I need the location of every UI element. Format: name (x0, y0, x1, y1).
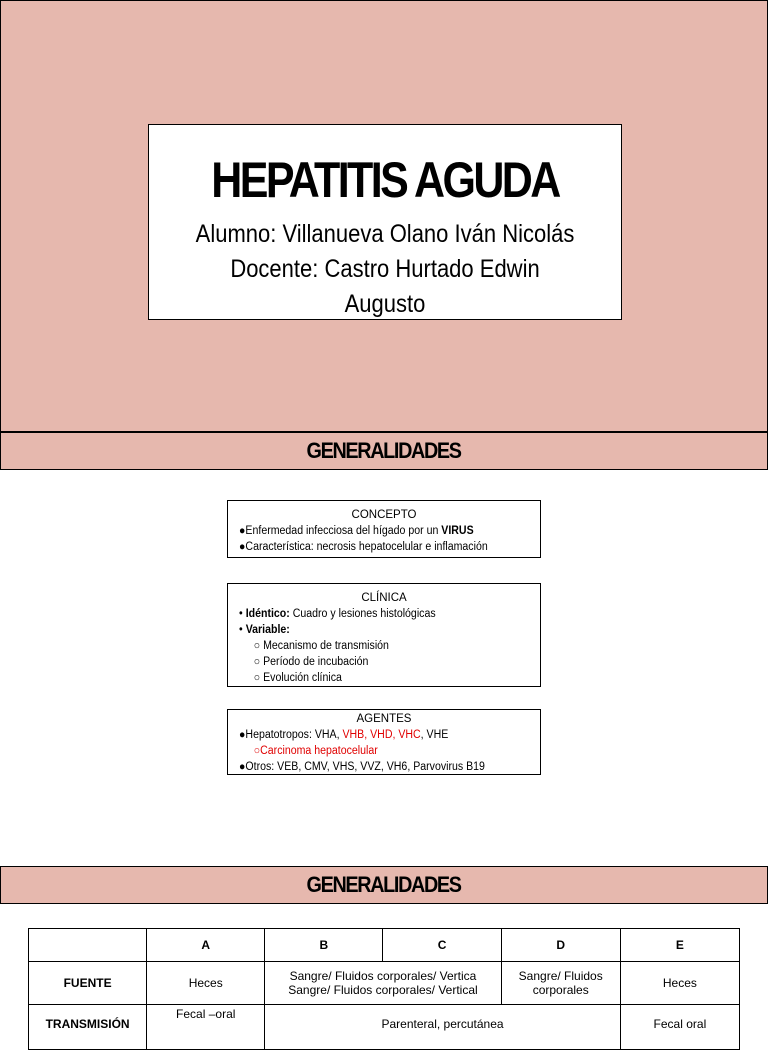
header-cell-d: D (501, 929, 620, 962)
table-row-transmision (29, 1005, 740, 1050)
title-box (148, 124, 622, 320)
clinica-sub-3: ○ Evolución clínica (253, 672, 342, 684)
clinica-heading: CLÍNICA (361, 592, 407, 604)
header-cell-e: E (620, 929, 739, 962)
header-cell-b: B (265, 929, 383, 962)
fuente-bc: Sangre/ Fluidos corporales/ Vertica Sangre/ Fluidos corporales/ Vertical (265, 962, 501, 1005)
fuente-e: Heces (620, 962, 739, 1005)
table-header-row (29, 929, 740, 962)
agentes-heading: AGENTES (356, 713, 412, 725)
teacher-name-line2: Augusto (344, 290, 426, 318)
header-cell-c: C (383, 929, 501, 962)
concepto-box (227, 500, 541, 558)
agentes-sub-1: ○Carcinoma hepatocelular (253, 745, 378, 757)
clinica-variable: • Variable: (239, 624, 290, 636)
concepto-line-2: ●Característica: necrosis hepatocelular e inflamación (239, 541, 488, 553)
fuente-a: Heces (147, 962, 265, 1005)
header-cell-a: A (147, 929, 265, 962)
clinica-sub-1: ○ Mecanismo de transmisión (253, 640, 389, 652)
fuente-d: Sangre/ Fluidos corporales (501, 962, 620, 1005)
hepatitis-table (28, 928, 740, 1050)
band-title: GENERALIDADES (306, 438, 462, 463)
teacher-name-line1: Docente: Castro Hurtado Edwin (230, 255, 540, 283)
agentes-box (227, 709, 541, 775)
concepto-line-1: ●Enfermedad infecciosa del hígado por un VIRUS (239, 525, 474, 537)
generalidades-band-2 (0, 866, 768, 904)
presentation-title: HEPATITIS AGUDA (211, 152, 559, 208)
title-slide (0, 0, 768, 432)
table-row-fuente (29, 962, 740, 1005)
generalidades-band-1 (0, 432, 768, 470)
row-label-transmision: TRANSMISIÓN (29, 1005, 147, 1050)
concepto-heading: CONCEPTO (351, 509, 417, 521)
author-block (177, 217, 592, 322)
transmision-e: Fecal oral (620, 1005, 739, 1050)
transmision-bcd: Parenteral, percutánea (265, 1005, 620, 1050)
student-name: Alumno: Villanueva Olano Iván Nicolás (195, 220, 575, 248)
agentes-line-1: ●Hepatotropos: VHA, VHB, VHD, VHC, VHE (239, 729, 449, 741)
clinica-identico: • Idéntico: Cuadro y lesiones histológicas (239, 608, 436, 620)
transmision-a: Fecal –oral (147, 1005, 265, 1050)
header-cell-empty (29, 929, 147, 962)
band-title: GENERALIDADES (306, 872, 462, 897)
clinica-sub-2: ○ Período de incubación (253, 656, 369, 668)
row-label-fuente: FUENTE (29, 962, 147, 1005)
clinica-box (227, 583, 541, 687)
agentes-line-2: ●Otros: VEB, CMV, VHS, VVZ, VH6, Parvovirus B19 (239, 761, 485, 773)
